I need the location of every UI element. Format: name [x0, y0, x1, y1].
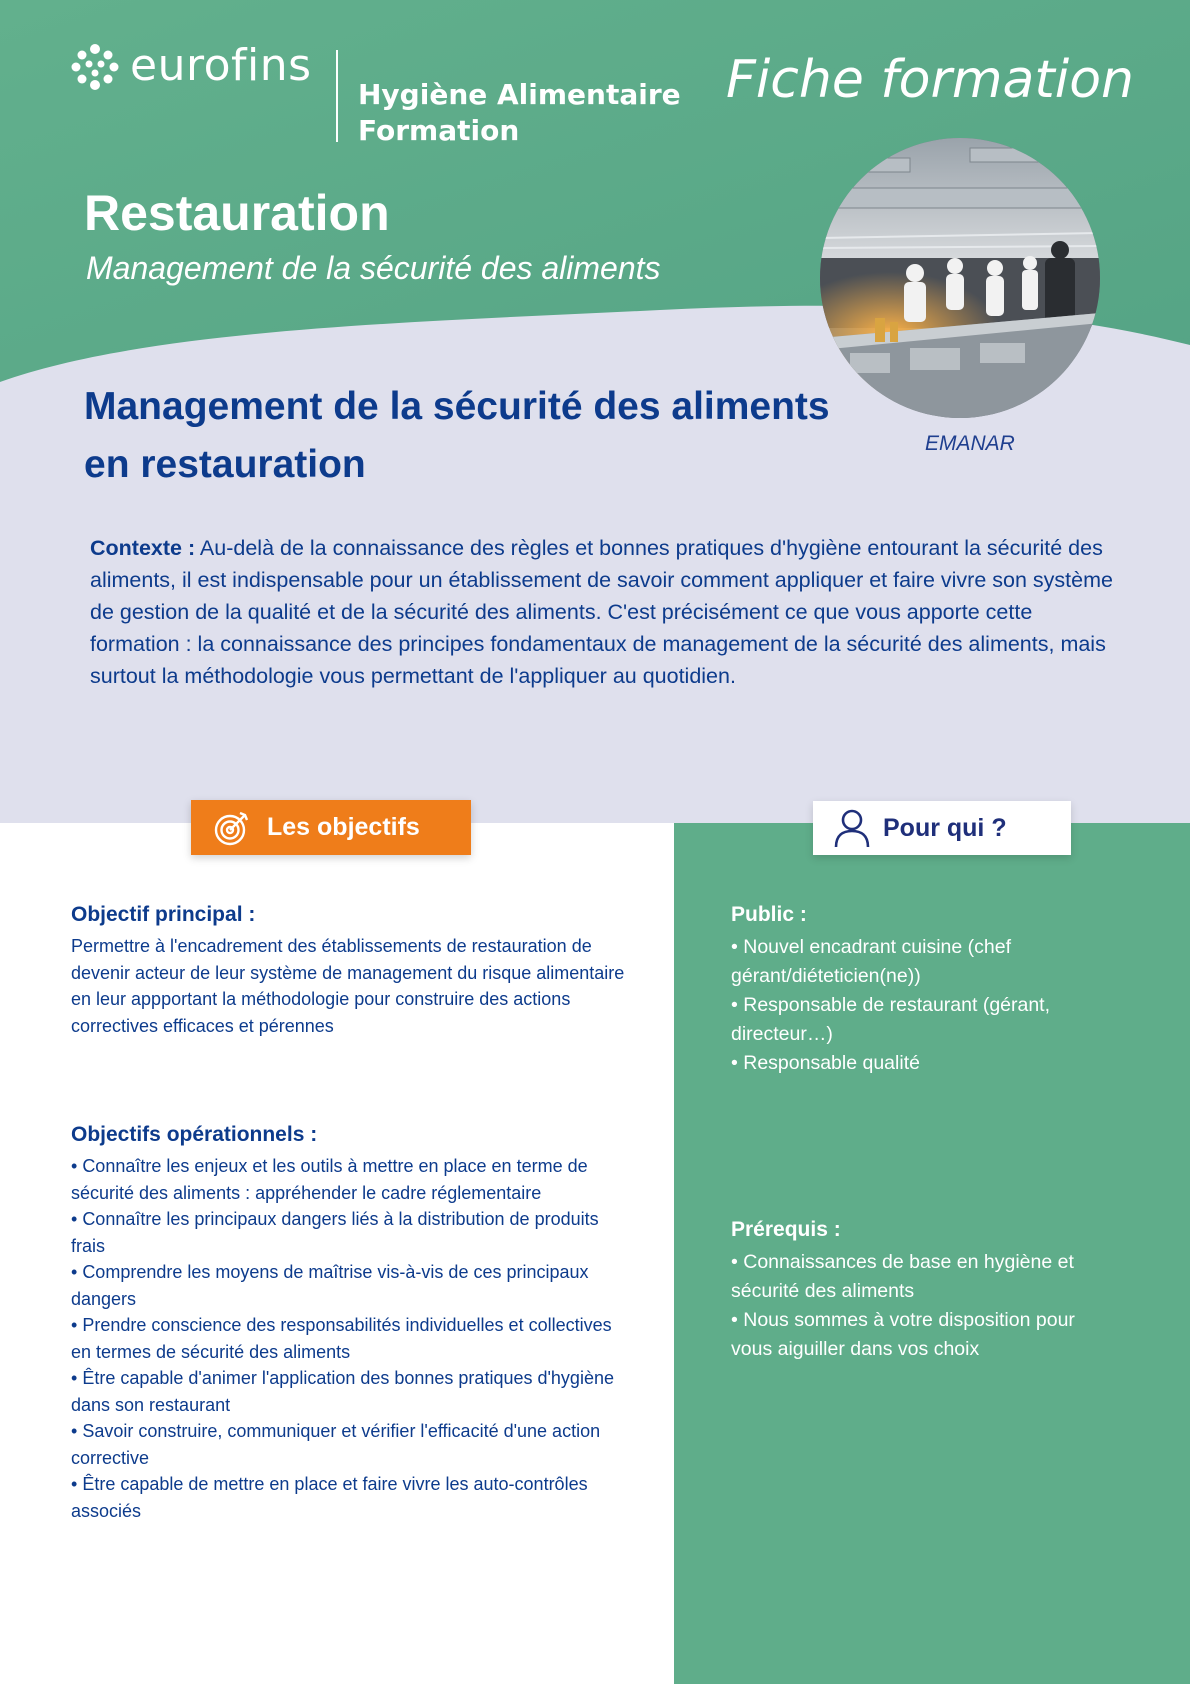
list-item: • Nous sommes à votre disposition pour vous aiguiller dans vos choix — [731, 1306, 1111, 1364]
prerequisites-section — [731, 1218, 1111, 1364]
brand-line-2: Formation — [358, 114, 520, 147]
public-list — [731, 933, 1111, 1078]
audience-tab — [813, 801, 1071, 855]
public-heading: Public : — [731, 903, 807, 926]
list-item: • Savoir construire, communiquer et vérifier l'efficacité d'une action corrective — [71, 1418, 631, 1471]
brand-line-1: Hygiène Alimentaire — [358, 78, 681, 111]
category-subtitle: Management de la sécurité des aliments — [86, 250, 661, 286]
list-item: • Connaître les principaux dangers liés à la distribution de produits frais — [71, 1206, 631, 1259]
context-text: Au-delà de la connaissance des règles et bonnes pratiques d'hygiène entourant la sécurité des aliments, il est indispensable pour un établissement de savoir comment appliquer et faire vivre son système de gestion de la qualité et de la sécurité des aliments. C'est précisément ce que vous apporte cette formation : la connaissance des principes fondamentaux de management de la sécurité des aliments, mais surtout la méthodologie vous permettant de l'appliquer au quotidien. — [90, 536, 1113, 688]
list-item: • Responsable de restaurant (gérant, directeur…) — [731, 991, 1111, 1049]
list-item: • Être capable de mettre en place et faire vivre les auto-contrôles associés — [71, 1471, 631, 1524]
context-label: Contexte : — [90, 536, 196, 560]
list-item: • Nouvel encadrant cuisine (chef gérant/diéteticien(ne)) — [731, 933, 1111, 991]
list-item: • Comprendre les moyens de maîtrise vis-à-vis de ces principaux dangers — [71, 1259, 631, 1312]
objective-principal-heading: Objectif principal : — [71, 903, 256, 926]
objectives-tab — [191, 800, 471, 855]
list-item: • Être capable d'animer l'application des bonnes pratiques d'hygiène dans son restaurant — [71, 1365, 631, 1418]
list-item: • Responsable qualité — [731, 1049, 1111, 1078]
context-paragraph — [90, 532, 1120, 692]
logo-wordmark: eurofins — [130, 40, 312, 91]
prerequisites-heading: Prérequis : — [731, 1218, 841, 1241]
kitchen-photo — [820, 138, 1100, 418]
header-divider — [336, 50, 338, 142]
prerequisites-list — [731, 1248, 1111, 1364]
main-title-line-1: Management de la sécurité des aliments — [84, 385, 830, 428]
operational-objectives-list — [71, 1153, 631, 1524]
public-section — [731, 903, 1111, 1078]
list-item: • Prendre conscience des responsabilités individuelles et collectives en termes de sécurité des aliments — [71, 1312, 631, 1365]
doc-type-title: Fiche formation — [725, 50, 1134, 110]
operational-objectives-heading: Objectifs opérationnels : — [71, 1123, 318, 1146]
eurofins-logo-icon — [70, 42, 120, 92]
list-item: • Connaître les enjeux et les outils à mettre en place en terme de sécurité des aliments : appréhender le cadre réglementaire — [71, 1153, 631, 1206]
objective-principal-text: Permettre à l'encadrement des établissements de restauration de devenir acteur de leur système de management du risque alimentaire en leur appportant la méthodologie pour construire des actions correctives efficaces et pérennes — [71, 936, 625, 1036]
target-icon — [213, 809, 251, 847]
main-title — [84, 378, 844, 494]
person-icon — [833, 808, 871, 848]
list-item: • Connaissances de base en hygiène et sécurité des aliments — [731, 1248, 1111, 1306]
operational-objectives-section — [71, 1123, 631, 1524]
main-title-line-2: en restauration — [84, 443, 366, 486]
photo-credit: EMANAR — [925, 432, 1015, 455]
objective-principal-section — [71, 903, 631, 1039]
category-heading: Restauration — [84, 185, 390, 241]
audience-tab-label: Pour qui ? — [883, 813, 1007, 842]
objectives-tab-label: Les objectifs — [267, 813, 420, 841]
